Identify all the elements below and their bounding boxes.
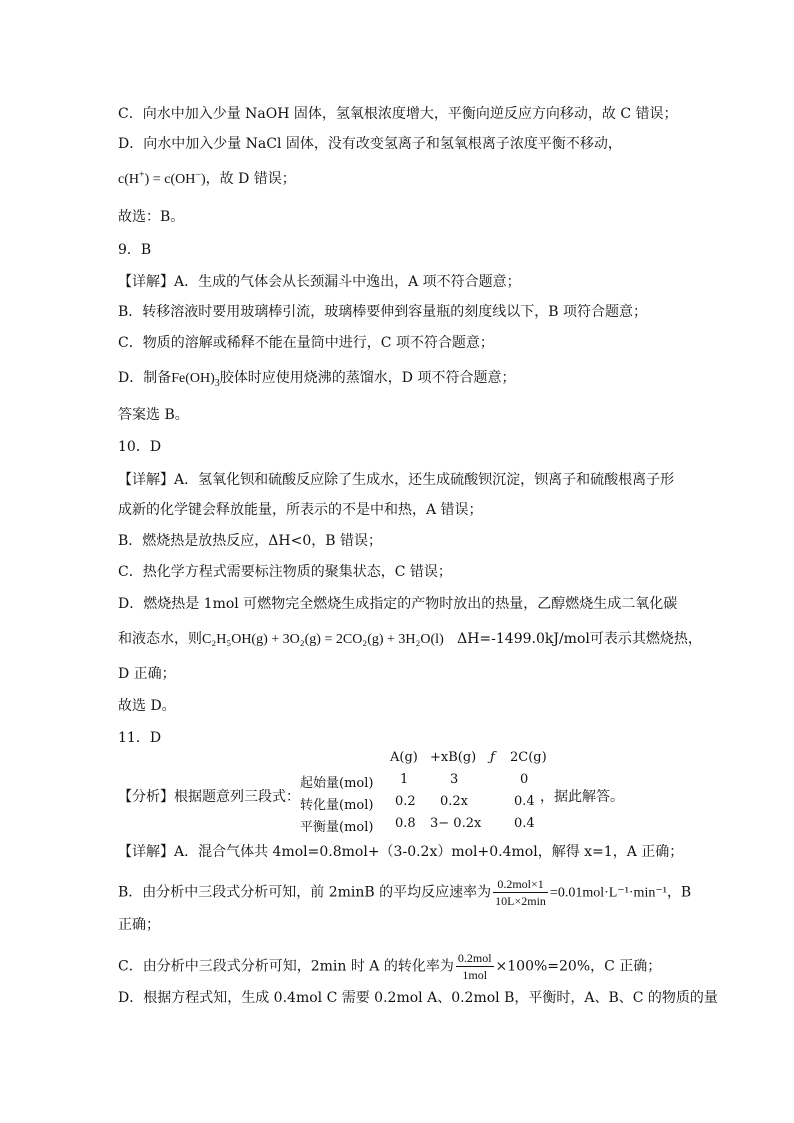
text-line: 【详解】A．混合气体共 4mol=0.8mol+（3-0.2x）mol+0.4mol，解得 x=1，A 正确；: [118, 844, 684, 860]
table-cell: 0.8: [395, 816, 416, 831]
text-line: D．根据方程式知，生成 0.4mol C 需要 0.2mol A、0.2mol B，平衡时，A、B、C 的物质的量: [118, 990, 718, 1006]
text-line: 成新的化学键会释放能量，所表示的不是中和热，A 错误；: [118, 502, 483, 518]
table-cell: 0.4: [514, 794, 535, 809]
text-line: 【详解】A．生成的气体会从长颈漏斗中逸出，A 项不符合题意；: [118, 274, 521, 290]
question-number: 11．D: [118, 730, 162, 746]
text-line: 正确；: [118, 917, 160, 933]
text-line: D 正确；: [118, 666, 176, 682]
table-cell: 1: [400, 772, 409, 787]
text-line: ，据此解答。: [540, 789, 624, 805]
text-line: c(H+) = c(OH−)，故 D 错误；: [118, 169, 296, 187]
table-cell: 0.2: [395, 794, 416, 809]
table-row-label: 转化量(mol): [300, 798, 374, 813]
table-header: +xB(g): [430, 750, 477, 765]
table-header: 2C(g): [510, 750, 547, 765]
formula-ch: c(H+) = c(OH−): [118, 169, 206, 187]
text-line: 故选：B。: [118, 209, 185, 225]
table-header: ƒ: [490, 750, 495, 765]
text-line: B．燃烧热是放热反应，ΔH<0，B 错误；: [118, 533, 382, 549]
question-number: 9．B: [118, 242, 152, 258]
table-cell: 0.2x: [440, 794, 469, 809]
formula-feoh: $Fe(OH)_3$: [171, 371, 220, 389]
text-line: 【详解】A．氢氧化钡和硫酸反应除了生成水，还生成硫酸钡沉淀，钡离子和硫酸根离子形: [118, 472, 675, 488]
text-line: 和液态水，则C₂H₅OH(g) + 3O₂(g) = 2CO₂(g) + 3H₂O(l) ΔH=-1499.0kJ/mol可表示其燃烧热，: [118, 631, 702, 647]
text-line: B．转移溶液时要用玻璃棒引流，玻璃棒要伸到容量瓶的刻度线以下，B 项符合题意；: [118, 304, 648, 320]
table-header: A(g): [390, 750, 418, 765]
text-line: D．燃烧热是 1mol 可燃物完全燃烧生成指定的产物时放出的热量，乙醇燃烧生成二氧化碳: [118, 596, 678, 612]
table-row-label: 起始量(mol): [300, 776, 374, 791]
table-row-label: 平衡量(mol): [300, 820, 374, 835]
fraction-conversion: $\frac{\text{0.2mol}}{\text{1mol}}$: [457, 951, 492, 982]
text-line: 答案选 B。: [118, 407, 189, 423]
text-line: 故选 D。: [118, 698, 176, 714]
text-line: C．向水中加入少量 NaOH 固体，氢氧根浓度增大，平衡向逆反应方向移动，故 C 错误；: [118, 106, 678, 122]
text-line: 【分析】根据题意列三段式：: [118, 789, 300, 805]
question-number: 10．D: [118, 439, 162, 455]
table-cell: 3− 0.2x: [430, 816, 482, 831]
table-cell: 3: [450, 772, 459, 787]
text-line: D．向水中加入少量 NaCl 固体，没有改变氢离子和氢氧根离子浓度平衡不移动，: [118, 136, 622, 152]
text-line: D．制备$Fe(OH)_3$胶体时应使用烧沸的蒸馏水，D 项不符合题意；: [118, 370, 516, 389]
table-cell: 0: [520, 772, 529, 787]
formula-reaction: C₂H₅OH(g) + 3O₂(g) = 2CO₂(g) + 3H₂O(l): [202, 632, 444, 647]
fraction-rate: $\frac{\text{0.2mol×1}}{10L\times 2\min}$: [495, 877, 546, 908]
text-line: C．物质的溶解或稀释不能在量筒中进行，C 项不符合题意；: [118, 335, 494, 351]
text-line: B．由分析中三段式分析可知，前 2minB 的平均反应速率为 $\frac{\text{0.2mol×1}}{10L\times 2\min}$ =0.01mol·L⁻¹·min⁻¹，B: [118, 877, 692, 908]
table-cell: 0.4: [514, 816, 535, 831]
text-line: C．热化学方程式需要标注物质的聚集状态，C 错误；: [118, 564, 452, 580]
text-line: C．由分析中三段式分析可知，2min 时 A 的转化率为 $\frac{\text{0.2mol}}{\text{1mol}}$ ×100%=20%，C 正确；: [118, 951, 662, 982]
